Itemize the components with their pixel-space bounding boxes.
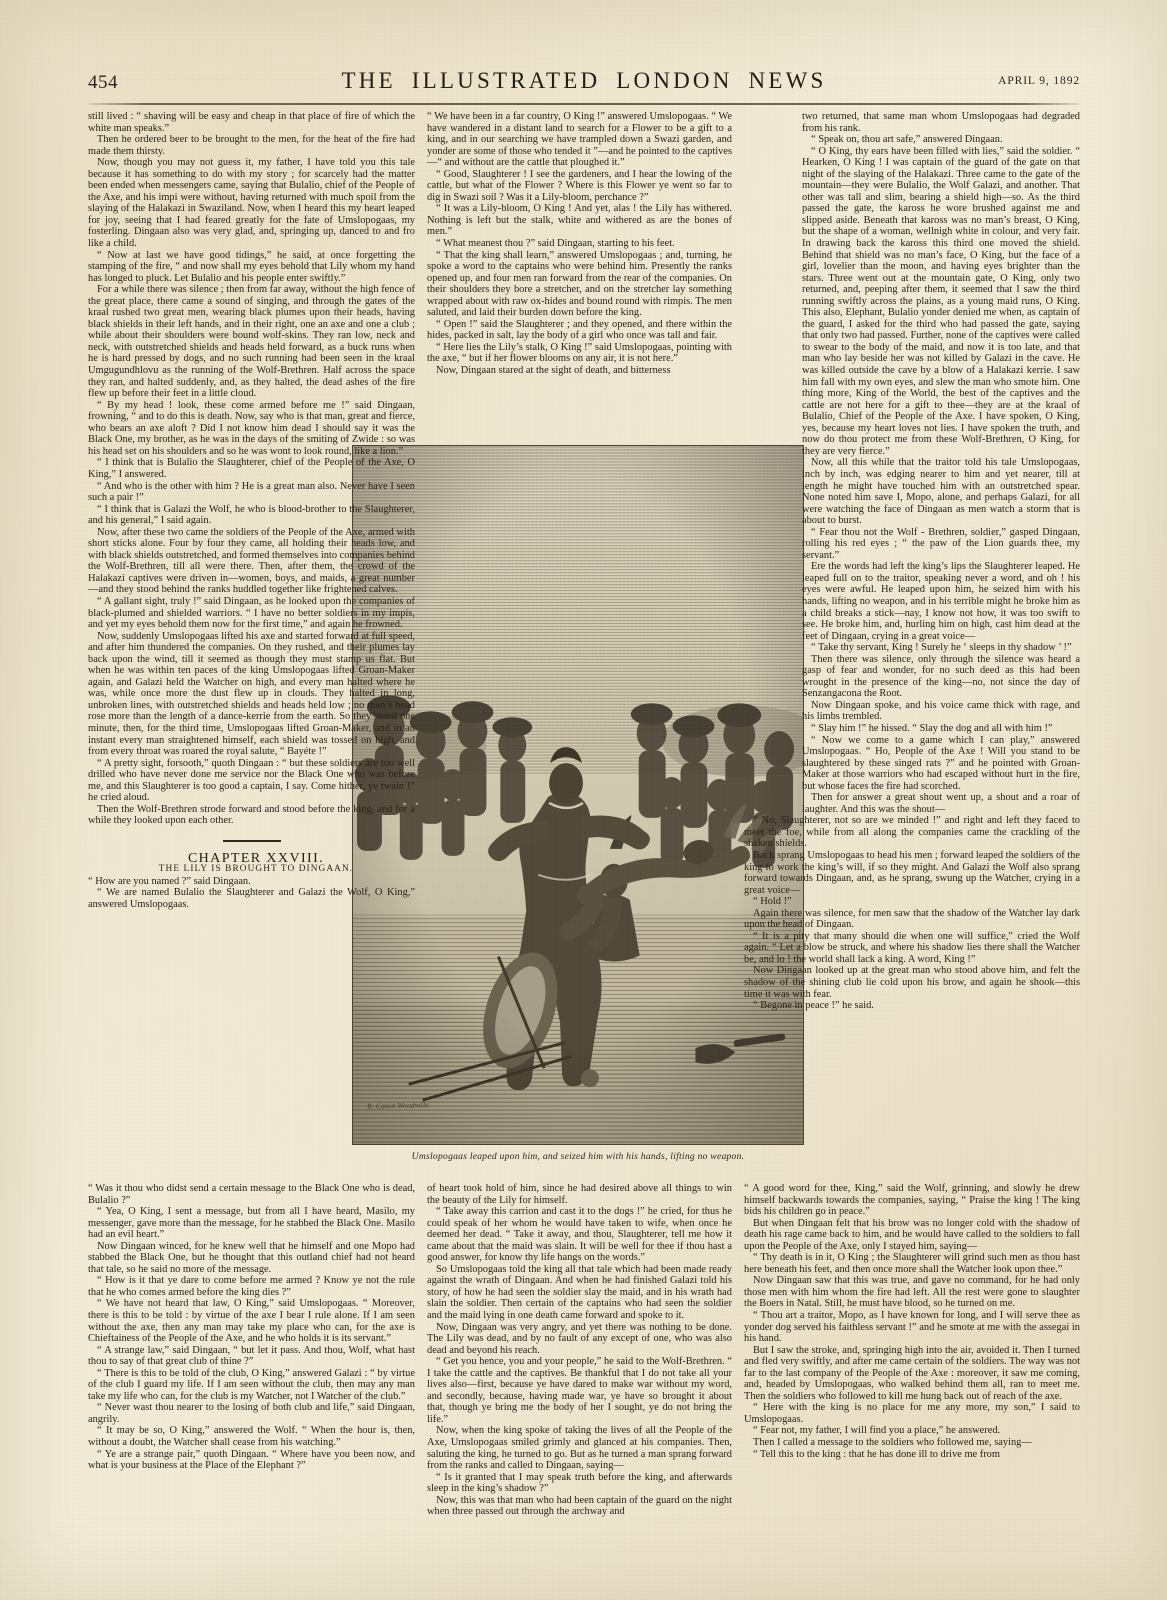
paragraph: Now, all this while that the traitor told his tale Umslopogaas, inch by inch, was edging nearer to him and yet nearer, till at length he might have touched him with an outstretched spear. None noted him save I, Mopo, alone, and perhaps Galazi, for all were watching the face of Dingaan as men watch a storm that is about to burst. (802, 457, 1080, 527)
illustration-text-wrap-spacer (744, 111, 802, 813)
paragraph: “ It is a pity that many should die when one will suffice,” cried the Wolf again. “ Let a blow be struck, and where his shadow lies there shall the Watcher be, and lo ! the world shall lack a king. A word, King !” (744, 930, 1080, 965)
column-2-upper (427, 111, 732, 377)
col1-bottom-body (88, 1183, 415, 1472)
engraving-plate (352, 445, 804, 1145)
column-1-upper (88, 111, 415, 910)
paragraph: Now, after these two came the soldiers of the People of the Axe, armed with short sticks alone. Four by four they came, all holding their heads low, and with black shields outstretched, and formed themselves into companies behind the Wolf-Brethren, till all were there. Then, after them, the crowd of the Halakazi captives were driven in—women, boys, and maids, a great number—and they stood behind the ranks huddled together like frightened calves. (88, 526, 415, 596)
paragraph: “ Never wast thou nearer to the losing of both club and life,” said Dingaan, angrily. (88, 1402, 415, 1425)
paragraph: “ Thou art a traitor, Mopo, as I have known for long, and I will serve thee as yonder dog served his faithless servant !” and he smote at me with the assegai in his hand. (744, 1310, 1080, 1345)
chapter-divider (223, 840, 281, 842)
paragraph: “ A good word for thee, King,” said the Wolf, grinning, and slowly he drew himself backwards towards the companies, saying, “ Praise the king ! The king bids his children go in peace.” (744, 1183, 1080, 1218)
paragraph: Ere the words had left the king’s lips the Slaughterer leaped. He leaped full on to the traitor, speaking never a word, and oh ! his eyes were awful. He leaped upon him, he seized him with his hands, lifting no weapon, and in his terrible might he broke him as a child breaks a stick—nay, I know not how, it was too swift to see. He broke him, and, hurling him on high, cast him dead at the feet of Dingaan, crying in a great voice— (802, 561, 1080, 642)
illustration-figure (352, 445, 804, 1162)
paragraph: “ We have been in a far country, O King !” answered Umslopogaas. “ We have wandered in a distant land to search for a Flower to be a gift to a king, and in our searching we have trampled down a Swazi garden, and yonder are some of those who tended it ”—and he pointed to the captives—“ and without are the cattle that ploughed it.” (427, 111, 732, 169)
paragraph: Again there was silence, for men saw that the shadow of the Watcher lay dark upon the head of Dingaan. (744, 907, 1080, 931)
paragraph: Now, when the king spoke of taking the lives of all the People of the Axe, Umslopogaas smiled grimly and glanced at his companies. Then, saluting the king, he turned to go. But as he turned a man sprang forward from the ranks and called to Dingaan, saying— (427, 1425, 732, 1472)
paragraph: But I saw the stroke, and, springing high into the air, avoided it. Then I turned and fled very swiftly, and after me came certain of the soldiers. The way was not far to the last company of the People of the Axe : moreover, it saw me coming, and, headed by Umslopogaas, who walked behind them all, ran to meet me. Then the soldiers who followed to kill me hung back out of reach of the axe. (744, 1344, 1080, 1402)
paragraph: “ It may be so, O King,” answered the Wolf. “ When the hour is, then, without a doubt, the Watcher shall cease from his watching.” (88, 1425, 415, 1449)
paragraph: Then he ordered beer to be brought to the men, for the heat of the fire had made them thirsty. (88, 134, 415, 157)
paragraph: “ Tell this to the king : that he has done ill to drive me from (753, 1448, 1000, 1460)
figure-caption: Umslopogaas leaped upon him, and seized him with his hands, lifting no weapon. (411, 1151, 745, 1162)
paragraph: “ Hold !” (753, 896, 792, 908)
paragraph: Now Dingaan looked up at the great man who stood above him, and felt the shadow of the shining club lie cold upon his brow, and again he shook—this time it was with fear. (744, 965, 1080, 1000)
col1-top-body (88, 111, 415, 827)
paragraph: “ Good, Slaughterer ! I see the gardeners, and I hear the lowing of the cattle, but what of the Flower ? Where is this Flower ye went so far to dig in Swazi soil ? Was it a Lily-bloom, perchance ?” (427, 168, 732, 203)
paragraph: “ We have not heard that law, O King,” said Umslopogaas. “ Moreover, there is this to be told : by virtue of the axe I bear I rule alone. If I am seen without the axe, then any man may take my place who can, for the axe is Chieftainess of the People of the Axe, and he who holds it is its servant.” (88, 1298, 415, 1345)
chapter-number: CHAPTER XXVIII. (187, 850, 325, 866)
masthead (88, 66, 1080, 100)
paragraph: “ I think that is Bulalio the Slaughterer, chief of the People of the Axe, O King,” I answered. (88, 457, 415, 480)
paragraph: “ Get you hence, you and your people,” he said to the Wolf-Brethren. “ I take the cattle and the captives. Be thankful that I do not take all your lives also—first, because ye have dared to make war without my word, and secondly, because, having made war, ye have so brought it about that, though ye bring me the body of her I sought, ye do not bring the life.” (427, 1356, 732, 1425)
paragraph: “ There is this to be told of the club, O King,” answered Galazi : “ by virtue of the club I guard my life. If I am seen without the club, then may any man take my life who can, for the club is my Watcher, not I Watcher of the club.” (88, 1367, 415, 1402)
paragraph: Now Dingaan winced, for he knew well that he himself and one Mopo had stabbed the Black One, but he thought that this outland chief had not heard that tale, so he said no more of the message. (88, 1240, 415, 1275)
paragraph: Now, this was that man who had been captain of the guard on the night when three passed out through the archway and (427, 1494, 732, 1518)
paragraph: “ Fear not, my father, I will find you a place,” he answered. (753, 1425, 1001, 1437)
paragraph: “ A strange law,” said Dingaan, “ but let it pass. And thou, Wolf, what hast thou to say of that great club of thine ?” (88, 1344, 415, 1368)
col2-bottom-body (427, 1183, 732, 1518)
paragraph: “ A pretty sight, forsooth,” quoth Dingaan : “ but these soldiers are too well drilled who have never done me service nor the Black One who was before me, and this Slaughterer is too good a captain, I say. Come hither, ye twain !” he cried aloud. (88, 757, 415, 804)
paragraph: Then there was silence, only through the silence was heard a gasp of fear and wonder, for no such deed as this had been wrought in the presence of the king—no, not since the day of Senzangacona the Root. (802, 653, 1080, 700)
paragraph: still lived : “ shaving will be easy and cheap in that place of fire of which the white man speaks.” (88, 111, 415, 134)
paragraph: “ No, Slaughterer, not so are we minded !” and right and left they faced to meet the foe, while from all along the companies came the crackling of the shaken shields. (744, 815, 1080, 850)
issue-date: APRIL 9, 1892 (998, 75, 1080, 87)
paragraph: “ Here lies the Lily’s stalk, O King !” said Umslopogaas, pointing with the axe, “ but if her flower blooms on any air, it is not here.” (427, 341, 732, 365)
paragraph: “ Slay him !” he hissed. “ Slay the dog and all with him !” (811, 722, 1053, 734)
paragraph: “ How are you named ?” said Dingaan. (88, 875, 251, 887)
paragraph: “ It was a Lily-bloom, O King ! And yet, alas ! the Lily has withered. Nothing is left but the stalk, white and withered as are the bones of men.” (427, 203, 732, 238)
paragraph: “ Take thy servant, King ! Surely he ‘ sleeps in thy shadow ’ !” (811, 642, 1072, 654)
paragraph: “ Speak on, thou art safe,” answered Dingaan. (811, 134, 1003, 146)
page-number: 454 (88, 72, 118, 93)
paragraph: “ Open !” said the Slaughterer ; and they opened, and there within the hides, packed in salt, lay the body of a girl who once was tall and fair. (427, 318, 732, 342)
paragraph: “ Fear thou not the Wolf - Brethren, soldier,” gasped Dingaan, rolling his red eyes ; “ the paw of the Lion guards thee, my servant.” (802, 526, 1080, 561)
column-3-upper (744, 111, 1080, 1012)
masthead-rule (88, 103, 1080, 105)
col3-top-body (744, 111, 1080, 1012)
paragraph: Then I called a message to the soldiers who followed me, saying— (753, 1437, 1032, 1449)
paragraph: “ Take away this carrion and cast it to the dogs !” he cried, for thus he could speak of her whom he would have taken to wife, when once he deemed her dead. “ Take it away, and thou, Slaughterer, tell me how it came about that the maid was slain. It will be well for thee if thou hast a good answer, for know thy life hangs on the words.” (427, 1206, 732, 1264)
publication-title: THE ILLUSTRATED LONDON NEWS (341, 68, 827, 93)
col3-bottom-body (744, 1183, 1080, 1460)
paragraph: So Umslopogaas told the king all that tale which had been made ready against the wrath of Dingaan. And when he had finished Galazi told his story, of how he had seen the soldier slay the maid, and in his wrath had slain the soldier. Then certain of the captains who had seen the soldier and the maid lying in one death came forward and spoke to it. (427, 1263, 732, 1322)
paragraph: two returned, that same man whom Umslopogaas had degraded from his rank. (802, 111, 1080, 134)
column-3-lower (744, 1183, 1080, 1460)
paragraph: “ Thy death is in it, O King ; the Slaughterer will grind such men as thou hast here beneath his feet, and then once more shall the Watcher look upon thee.” (744, 1252, 1080, 1275)
paragraph: “ Begone in peace !” he said. (753, 1000, 874, 1012)
paragraph: Now, Dingaan was very angry, and yet there was nothing to be done. The Lily was dead, and by no fault of any except of one, who was also dead and beyond his reach. (427, 1321, 732, 1356)
column-2-lower (427, 1183, 732, 1518)
col2-top-body (427, 111, 732, 377)
paragraph: “ Was it thou who didst send a certain message to the Black One who is dead, Bulalio ?” (88, 1183, 415, 1206)
col1-after-chapter-body (88, 876, 415, 911)
paragraph: “ That the king shall learn,” answered Umslopogaas ; and, turning, he spoke a word to the captains who were behind him. Presently the ranks opened up, and four men ran forward from the rear of the companies. On their shoulders they bore a stretcher, and on the stretcher lay something wrapped about with raw ox-hides and bound round with rimpis. The men saluted, and laid their burden down before the king. (427, 249, 732, 319)
paragraph: “ What meanest thou ?” said Dingaan, starting to his feet. (436, 238, 675, 250)
paragraph: “ By my head ! look, these come armed before me !” said Dingaan, frowning, “ and to do this is death. Now, say who is that man, great and fierce, who bears an axe aloft ? Did I not know him dead I should say it was the Black One, my brother, as he was in the days of the smiting of Zwide : so was his head set on his shoulders and so he was wont to look round, like a lion.” (88, 399, 415, 457)
paragraph: Now, Dingaan stared at the sight of death, and bitterness (436, 365, 671, 377)
paragraph: of heart took hold of him, since he had desired above all things to win the beauty of the Lily for himself. (427, 1183, 732, 1206)
paragraph: “ Yea, O King, I sent a message, but from all I have heard, Masilo, my messenger, gave more than the message, for he stabbed the Black One. Masilo had an evil heart.” (88, 1206, 415, 1241)
paragraph: “ Here with the king is no place for me any more, my son,” I said to Umslopogaas. (744, 1402, 1080, 1425)
engraving-artwork (353, 446, 803, 1144)
column-1-lower (88, 1183, 415, 1472)
chapter-subtitle: THE LILY IS BROUGHT TO DINGAAN. (158, 864, 354, 875)
paragraph: “ Now at last we have good tidings,” he said, at once forgetting the stamping of the fire, “ and now shall my eyes behold that Lily whom my hand has longed to pluck. Let Bulalio and his people enter swiftly.” (88, 249, 415, 284)
paragraph: Now, suddenly Umslopogaas lifted his axe and started forward at full speed, and after him thundered the companies. On they rushed, and their plumes lay back upon the wind, till it seemed as though they must stamp us flat. But when he was within ten paces of the king Umslopogaas lifted Groan-Maker again, and Galazi held the Watcher on high, and every man halted where he was, while once more the dust flew up in clouds. They halted in long, unbroken lines, with outstretched shields and heads held low ; no man’s head rose more than the length of a dance-kerrie from the earth. So they stood one minute, then, for the third time, Umslopogaas lifted Groan-Maker, and in an instant every man straightened himself, each shield was tossed on high, and from every throat was roared the royal salute, “ Bayéte !” (88, 630, 415, 758)
paragraph: “ And who is the other with him ? He is a great man also. Never have I seen such a pair !” (88, 480, 415, 504)
paragraph: “ A gallant sight, truly !” said Dingaan, as he looked upon the companies of black-plumed and shielded warriors. “ I have no better soldiers in my impis, and yet my eyes behold them now for the first time,” and again he frowned. (88, 595, 415, 631)
paragraph: Now, though you may not guess it, my father, I have told you this tale because it has something to do with my story ; for scarcely had the matter been ended when messengers came, saying that Bulalio, chief of the People of the Axe, and his impi were without, having returned with much spoil from the slaying of the Halakazi in Swaziland. Now, when I heard this my heart leaped for joy, seeing that I had feared greatly for the fate of Umslopogaas, my fosterling. Dingaan also was very glad, and, springing up, danced to and fro like a child. (88, 157, 415, 250)
paragraph: Back sprang Umslopogaas to head his men ; forward leaped the soldiers of the king to work the king’s will, if so they might. And Galazi the Wolf also sprang forward towards Dingaan, and, as he sprang, swung up the Watcher, crying in a great voice— (744, 850, 1080, 896)
artist-signature: R. Caton Woodville (366, 1100, 429, 1111)
paragraph: “ Ye are a strange pair,” quoth Dingaan. “ Where have you been now, and what is your business at the Place of the Elephant ?” (88, 1448, 415, 1472)
paragraph: Then for answer a great shout went up, a shout and a roar of laughter. And this was the shout— (802, 792, 1080, 815)
paragraph: Then the Wolf-Brethren strode forward and stood before the king, and for a while they looked upon each other. (88, 803, 415, 827)
paragraph: For a while there was silence ; then from far away, without the high fence of the great place, there came a sound of singing, and through the gates of the kraal rushed two great men, wearing black plumes upon their heads, having black shields in their left hands, and in their right, one an axe and one a club ; while about their shoulders were bound wolf-skins. They ran low, neck and neck, with outstretched shields and heads held forward, as a buck runs when he is hard pressed by dogs, and no such running had been seen in the kraal Umgugundhlovu as the running of the Wolf-Brethren. Half across the space they ran, and halted suddenly, and, as they halted, the dead ashes of the fire flew up before their feet in a little cloud. (88, 284, 415, 400)
paragraph: “ We are named Bulalio the Slaughterer and Galazi the Wolf, O King,” answered Umslopogaas. (88, 887, 415, 910)
paragraph: “ I think that is Galazi the Wolf, he who is blood-brother to the Slaughterer, and his general,” I said again. (88, 503, 415, 527)
paragraph: “ Now we come to a game which I can play,” answered Umslopogaas. “ Ho, People of the Axe ! Will you stand to be slaughtered by these singed rats ?” and he pointed with Groan-Maker at those warriors who had escaped without hurt in the fire, but whose faces the fire had scorched. (802, 734, 1080, 792)
paragraph: “ O King, thy ears have been filled with lies,” said the soldier. “ Hearken, O King ! I was captain of the guard of the gate on that night of the slaying of the Halakazi. Three came to the gate of the mountain—they were Bulalio, the Wolf Galazi, and another. That other was tall and slim, bearing a shield high—so. As the third passed the gate, the kaross he wore brushed against me and slipped aside. Beneath that kaross was no man’s breast, O King, but the shape of a woman, wellnigh white in colour, and very fair. In drawing back the kaross this third one moved the shield. Behind that shield was no man’s face, O King, but the face of a girl, lovelier than the moon, and having eyes brighter than the stars. Three went out at the mountain gate, O King, only two returned, and, peeping after them, it seemed that I saw the third running swiftly across the plains, as a young maid runs, O King. This also, Elephant, Bulalio yonder denied me when, as captain of the guard, I asked for the third who had passed the gate, saying that only two had passed. Further, none of the captives were called to swear to the body of the maid, and now it is too late, and that man who lay beside her was not killed by Galazi in the cave. He was killed outside the cave by a blow of a Halakazi kerrie. I saw him fall with my own eyes, and slew the man who smote him. One thing more, King of the World, the best of the captives and the cattle are not here for a gift to thee—they are at the kraal of Bulalio, Chief of the People of the Axe. I have spoken, O King, yes, because my heart loves not lies. I have spoken the truth, and now do thou protect me from these Wolf-Brethren, O King, for they are very fierce.” (802, 145, 1080, 457)
paragraph: “ Is it granted that I may speak truth before the king, and afterwards sleep in the king’s shadow ?” (427, 1471, 732, 1495)
paragraph: “ How is it that ye dare to come before me armed ? Know ye not the rule that he who comes armed before the king dies ?” (88, 1275, 415, 1298)
paragraph: Now Dingaan spoke, and his voice came thick with rage, and his limbs trembled. (802, 699, 1080, 723)
paragraph: Now Dingaan saw that this was true, and gave no command, for he had only those men with him whom the fire had left. All the rest were gone to slaughter the Boers in Natal. Still, he must have blood, so he turned on me. (744, 1275, 1080, 1310)
paragraph: But when Dingaan felt that his brow was no longer cold with the shadow of death his rage came back to him, and he would have called to the soldiers to fall upon the People of the Axe, only I stayed him, saying— (744, 1217, 1080, 1252)
